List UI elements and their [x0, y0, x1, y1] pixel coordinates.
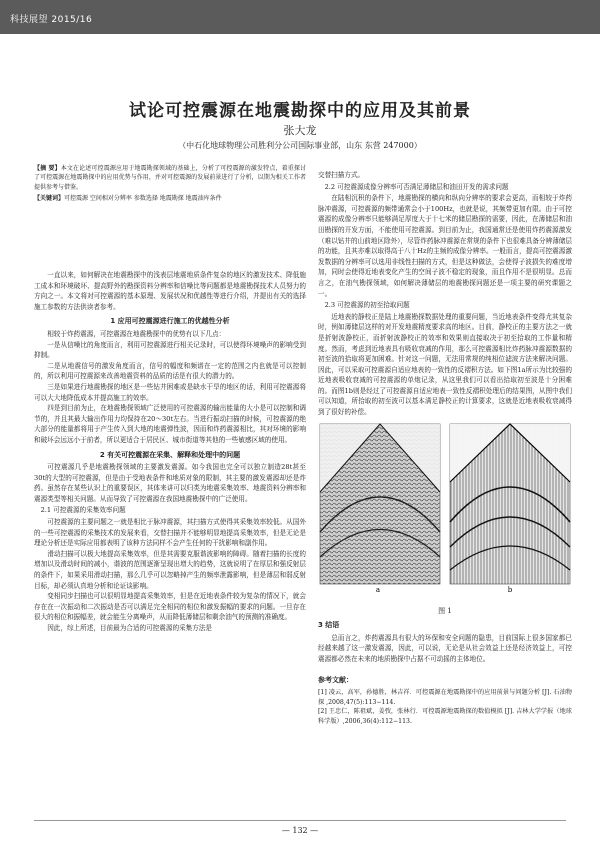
paragraph: 可控震源的主要问题之一就是相比于脉冲震源，其扫描方式使得其采集效率较低。从国外的一些可控震源的采集技术的发展来看，交替扫描并不能够明显地提高采集效率，但是无论是理论分析还是实际应用都表明了该种方法同样不会产生任何的干扰影响和副作用。: [34, 518, 306, 548]
abstract-text: 本文在论述可控震源应用于地震勘探领域的基础上，分析了可控震源的激发特点，着重探讨了可控震源在地震勘探中的应用优势与作用，并对可控震源的发展前景进行了分析，以期为相关工作者提供参考与借鉴。: [34, 165, 306, 191]
section-heading: 3 结语: [318, 621, 340, 630]
right-column: [318, 170, 572, 810]
seismic-record-image: [318, 422, 572, 594]
keywords-label: 【关键词】: [34, 195, 65, 203]
abstract-label: 【摘 要】: [34, 165, 61, 172]
journal-header-text: 科技展望 2015/16: [10, 15, 93, 25]
panel-a-label: a: [375, 585, 381, 594]
subsection-heading: 2.3 可控震源的初至拾取问题: [324, 301, 410, 310]
keywords-text: 可控震源 空间相对分辨率 参数选择 地震勘探 地震油库条件: [64, 195, 222, 203]
reference-item: [2] 王忠仁，陈祖斌，姜弢，张林行．可控震源地震勘探的数值模拟 [J]. 吉林大学学报（地球科学版）,2006,36(4):112−113.: [318, 708, 572, 725]
paragraph: 可控震源几乎是地震勘探领域的主要激发震源。如今我国也完全可以独立制造28t甚至30t的大型的可控震源，但是由于受地表条件和地质对象的限制，其主要的激发震源却还是炸药。虽然存在某些认识上的重要误区，其体来讲可以归类为地震采集效率、地震资料分辨率和震源类型等相关问题。从而导致了可控震源在我国地震勘探中的广泛使用。: [34, 463, 306, 503]
paragraph: 交替扫描方式。: [318, 171, 365, 179]
paragraph: 相较于炸药震源，可控震源在地震勘探中的优势有以下几点：: [47, 329, 226, 338]
figure-caption: 图 1: [438, 606, 452, 615]
seismic-record-figure: [318, 422, 572, 604]
paragraph: 因此，综上所述，目前最为合适的可控震源的采集方法是: [47, 624, 213, 632]
affiliation: （中石化地球物理公司胜利分公司国际事业部，山东 东营 247000）: [178, 141, 422, 150]
panel-b-label: b: [507, 585, 513, 594]
paragraph: 一直以来，如何解决在地震勘探中的浅表层地震地质条件复杂的地区的激发技术、降低施工成本和环境破坏、提高野外的勘探资料分辨率和信噪比等问题都是地震勘探技术人员努力的方向之一。本文将对可控震源的基本原理、发展状况和优越性等进行介绍，并提出有关的选择施工参数的方法供读者参考。: [34, 271, 306, 311]
section-heading: 1 应用可控震源进行施工的优越性分析: [110, 317, 230, 326]
paragraph: 二是从地震信号的激发角度而言，信号的幅度和频谱在一定的范围之内也就是可以控制的，所以利用可控震源来改善地震资料的品质的话是有很大的潜力的。: [34, 361, 306, 381]
footer-divider: [34, 820, 566, 821]
page-number: — 132 —: [281, 826, 319, 835]
paragraph: 滑动扫描可以极大地提高采集效率，但是其需要克服谐波影响的障碍。随着扫描的长度的增加以及滑动时间的减小，谐波的范围逐渐呈现出增大的趋势，这就说明了在厚层和强反射层的条件下，如果采用滑动扫描，那么几乎可以忽略掉产生的频率泄露影响，但是薄层和弱反射目标，却必须认真地分析和论证谈影响。: [34, 549, 306, 590]
paragraph: 变相同步扫描也可以很明显地提高采集效率，但是在近地表条件较为复杂的情况下，就会存在在一次振动和二次振动是否可以满足完全相同的相位和激发振幅的要求的问题。一旦存在很大的相位和振幅差，就会能生分离噪声，从而降低薄储层和剩余油气的预测的准确度。: [34, 592, 306, 622]
paragraph: 在陆相沉积的条件下，地震勘探的横向和纵向分辨率的要求会更高，而相较于炸药脉冲震源，可控震源的频带通常会小于100Hz，也就是说，其频带更加有限。由于可控震源的成像分辨率只能够满足厚度大于十七米的储层勘探的需要，因此，在薄储层和油田勘探的开发方面，不能使用可控震源。到目前为止，我国通常还是使用炸药震源激发（难以钻井的山前地区除外），尽管炸药脉冲震源在常规的条件下也很难具备分辨薄储层的功能，且其亦难以取得高于八十Hz的主频的成像分辨率。一般而言，提高可控震源激发数据的分辨率可以选用非线性扫描的方式，但是这种做法，会使得子波损失的难度增加，同时会使得近地表变化产生的空间子波不稳定的现象，而且作用不是很明显。总而言之，在油气勘探领域，如何解决薄储层的地震勘探问题还是一项主要的研究课题之一。: [318, 194, 572, 298]
section-heading: 2 有关可控震源在采集、解释和处理中的问题: [99, 450, 241, 459]
paragraph: 三是如果进行地震勘探的地区是一些钻井困难或是缺水干旱的地区的话，利用可控震源将可以大大地降低成本并提高施工的效率。: [34, 382, 306, 402]
author: 张大龙: [283, 124, 317, 137]
references-heading: 参考文献：: [318, 675, 353, 684]
paragraph: 总而言之，炸药震源具有很大的环保和安全问题的隐患，目前国际上很多国家都已经越来越了这一激发震源，因此，可以说，无论是从社会效益上还是经济效益上，可控震源都必然在未来的地质勘探中占据不可动摇的主体地位。: [318, 633, 572, 664]
reference-item: [1] 凌云，高军，孙德胜，林吉祥．可控震源在地震勘探中的应用前景与问题分析 [J]. 石油物探 ,2008,47(5):113−114.: [318, 689, 572, 706]
journal-header-bar: [0, 0, 600, 34]
article-title: 试论可控震源在地震勘探中的应用及其前景: [129, 101, 471, 121]
paragraph: 近地表的静校正是陆上地震勘探数据处理的重要问题，当近地表条件变得尤其复杂时，例如薄储层这样的对开发地震精度要求高的地区。目前，静校正的主要方法之一就是折射波静校正，而折射波静校正的效率和效果则直接取决于初至拾取的工作量和精度。然而，考虑到近地表具有吸收衰减的作用，那么可控震源相比炸药脉冲震源数据的初至波的拾取将更加困难。针对这一问题，无法用常规的纯相位滤波方法来解决问题。因此，可以采取可控震源自适应地表的一致性的反褶积方法。如下图1a所示为比较强的近地表吸收衰减的可控震源的单炮记录，从这里我们可以看出拾取初至波是十分困难的。而图1b则是经过了可控震源自适应地表一致性反褶积处理后的结果图，从图中我们可以知道，所拾取的初至波可以基本满足静校正的计算要求，这就是近地表吸收衰减得到了很好的补偿。: [318, 312, 572, 417]
paragraph: 一是从信噪比的角度而言，利用可控震源进行相关记录时，可以使得环境噪声的影响受到抑制。: [34, 340, 306, 360]
abstract: [34, 164, 306, 262]
subsection-heading: 2.1 可控震源的采集效率问题: [40, 506, 126, 515]
paragraph: 四是到目前为止，在地震勘探领域广泛使用的可控震源的输出能量的大小是可以控制和调节的，并且其最大输出作用力均保持在20～30t左右。当进行振动扫描的时候，可控震源的绝大部分的能量都将用于产生传入到大地的地震弹性波，因而和炸药震源相比，其对环境的影响和破坏会远远小于前者，所以更适合于居民区、城市街道等其他的一些敏感区域的使用。: [34, 404, 306, 444]
subsection-heading: 2.2 可控震源成像分辨率可否满足薄储层和油田开发的需求问题: [324, 182, 509, 191]
left-column: [34, 270, 306, 800]
